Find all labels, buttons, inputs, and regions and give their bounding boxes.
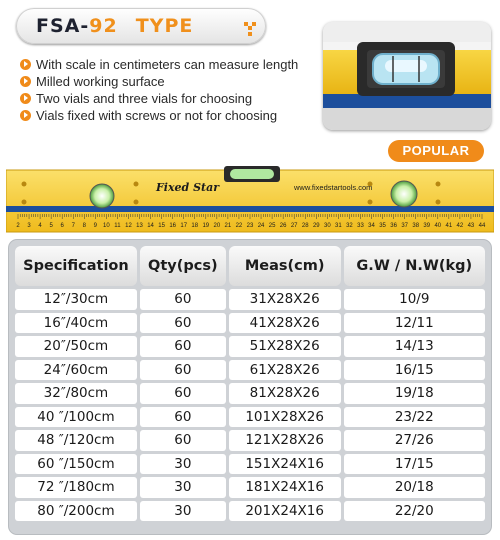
cell-qty: 60 [140, 383, 226, 404]
scale-number: 39 [423, 223, 431, 229]
scale-number: 33 [357, 223, 364, 229]
cell-meas: 201X24X16 [229, 501, 341, 522]
cell-qty: 30 [140, 501, 226, 522]
bullet-arrow-icon [20, 93, 31, 104]
cell-qty: 30 [140, 454, 226, 475]
table-row [15, 313, 485, 334]
bullet-arrow-icon [20, 76, 31, 87]
feature-item [20, 90, 320, 107]
scale-number: 9 [93, 223, 98, 229]
scale-number: 12 [125, 223, 132, 229]
cell-weight: 23/22 [344, 407, 485, 428]
cell-weight: 20/18 [344, 477, 485, 498]
scale-number: 13 [136, 223, 143, 229]
scale-number: 36 [390, 223, 397, 229]
feature-text: Two vials and three vials for choosing [36, 91, 253, 106]
table-row [15, 501, 485, 522]
cell-qty: 60 [140, 430, 226, 451]
table-row [15, 360, 485, 381]
cell-spec: 80 ″/200cm [15, 501, 137, 522]
cell-weight: 27/26 [344, 430, 485, 451]
scale-number: 3 [27, 223, 31, 229]
cell-qty: 60 [140, 407, 226, 428]
scale-number: 17 [180, 223, 188, 229]
cell-spec: 12″/30cm [15, 289, 137, 310]
feature-text: Vials fixed with screws or not for choosing [36, 108, 278, 123]
scale-number: 23 [246, 223, 254, 229]
model-number: 92 [89, 15, 118, 37]
scale-number: 34 [368, 223, 375, 229]
table-row [15, 430, 485, 451]
spirit-level-image [6, 166, 494, 236]
scale-number: 31 [335, 223, 342, 229]
scale-number: 30 [323, 223, 331, 229]
scale-number: 27 [290, 223, 298, 229]
cell-spec: 16″/40cm [15, 313, 137, 334]
popular-badge: POPULAR [388, 140, 484, 162]
scale-number: 37 [401, 223, 409, 229]
scale-number: 42 [456, 223, 464, 229]
scale-number: 14 [147, 223, 154, 229]
cell-meas: 151X24X16 [229, 454, 341, 475]
scale-number: 25 [268, 223, 276, 229]
table-row [15, 289, 485, 310]
scale-number: 7 [71, 223, 75, 229]
checker-icon [244, 22, 258, 36]
table-row [15, 336, 485, 357]
header-meas: Meas(cm) [229, 246, 341, 286]
header-specification: Specification [15, 246, 137, 286]
cell-meas: 101X28X26 [229, 407, 341, 428]
cell-qty: 60 [140, 289, 226, 310]
cell-weight: 17/15 [344, 454, 485, 475]
scale-number: 21 [224, 223, 232, 229]
cell-weight: 10/9 [344, 289, 485, 310]
scale-number: 2 [16, 223, 20, 229]
header-weight: G.W / N.W(kg) [344, 246, 485, 286]
scale-number: 22 [235, 223, 243, 229]
feature-text: Milled working surface [36, 74, 165, 89]
cell-qty: 60 [140, 336, 226, 357]
website-text: www.fixedstartools.com [294, 183, 373, 192]
scale-number: 11 [114, 223, 121, 229]
cell-qty: 60 [140, 360, 226, 381]
cell-qty: 60 [140, 313, 226, 334]
cell-spec: 20″/50cm [15, 336, 137, 357]
cell-meas: 81X28X26 [229, 383, 341, 404]
table-row [15, 454, 485, 475]
scale-number: 28 [301, 223, 309, 229]
cell-meas: 61X28X26 [229, 360, 341, 381]
cell-weight: 22/20 [344, 501, 485, 522]
feature-item [20, 107, 320, 124]
bullet-arrow-icon [20, 59, 31, 70]
scale-number: 18 [191, 223, 199, 229]
scale-number: 43 [467, 223, 475, 229]
header-qty: Qty(pcs) [140, 246, 226, 286]
cell-qty: 30 [140, 477, 226, 498]
scale-number: 41 [445, 223, 453, 229]
scale-number: 29 [312, 223, 320, 229]
scale-number: 44 [478, 223, 486, 229]
spirit-level-illustration [6, 166, 494, 236]
vial-closeup-image [323, 22, 491, 130]
scale-number: 40 [434, 223, 442, 229]
scale-number: 15 [158, 223, 165, 229]
cell-spec: 72 ″/180cm [15, 477, 137, 498]
cell-weight: 12/11 [344, 313, 485, 334]
model-prefix: FSA- [36, 15, 90, 37]
feature-list [20, 56, 320, 124]
cell-spec: 48 ″/120cm [15, 430, 137, 451]
scale-number: 24 [257, 223, 265, 229]
scale-number: 20 [213, 223, 221, 229]
scale-number: 5 [49, 223, 53, 229]
scale-number: 38 [412, 223, 420, 229]
scale-number: 10 [103, 223, 110, 229]
vial-closeup-illustration [323, 22, 491, 130]
scale-number: 19 [202, 223, 210, 229]
scale-number: 6 [60, 223, 64, 229]
type-label: TYPE [135, 15, 194, 37]
table-row [15, 477, 485, 498]
scale-number: 16 [169, 223, 177, 229]
table-row [15, 383, 485, 404]
cell-spec: 24″/60cm [15, 360, 137, 381]
scale-number: 8 [82, 223, 86, 229]
cell-weight: 16/15 [344, 360, 485, 381]
cell-meas: 121X28X26 [229, 430, 341, 451]
cell-weight: 14/13 [344, 336, 485, 357]
scale-number: 4 [38, 223, 42, 229]
bullet-arrow-icon [20, 110, 31, 121]
scale-number: 26 [279, 223, 287, 229]
cell-spec: 40 ″/100cm [15, 407, 137, 428]
feature-item [20, 56, 320, 73]
scale-number: 32 [346, 223, 353, 229]
feature-text: With scale in centimeters can measure length [36, 57, 299, 72]
cell-meas: 51X28X26 [229, 336, 341, 357]
scale-number: 35 [379, 223, 386, 229]
cell-weight: 19/18 [344, 383, 485, 404]
spec-table [9, 240, 491, 534]
table-row [15, 407, 485, 428]
cell-spec: 32″/80cm [15, 383, 137, 404]
product-title [36, 15, 193, 37]
feature-item [20, 73, 320, 90]
cell-meas: 181X24X16 [229, 477, 341, 498]
brand-logo: Fixed Star [156, 181, 220, 194]
title-banner [16, 8, 266, 44]
cell-meas: 31X28X26 [229, 289, 341, 310]
cell-spec: 60 ″/150cm [15, 454, 137, 475]
cell-meas: 41X28X26 [229, 313, 341, 334]
